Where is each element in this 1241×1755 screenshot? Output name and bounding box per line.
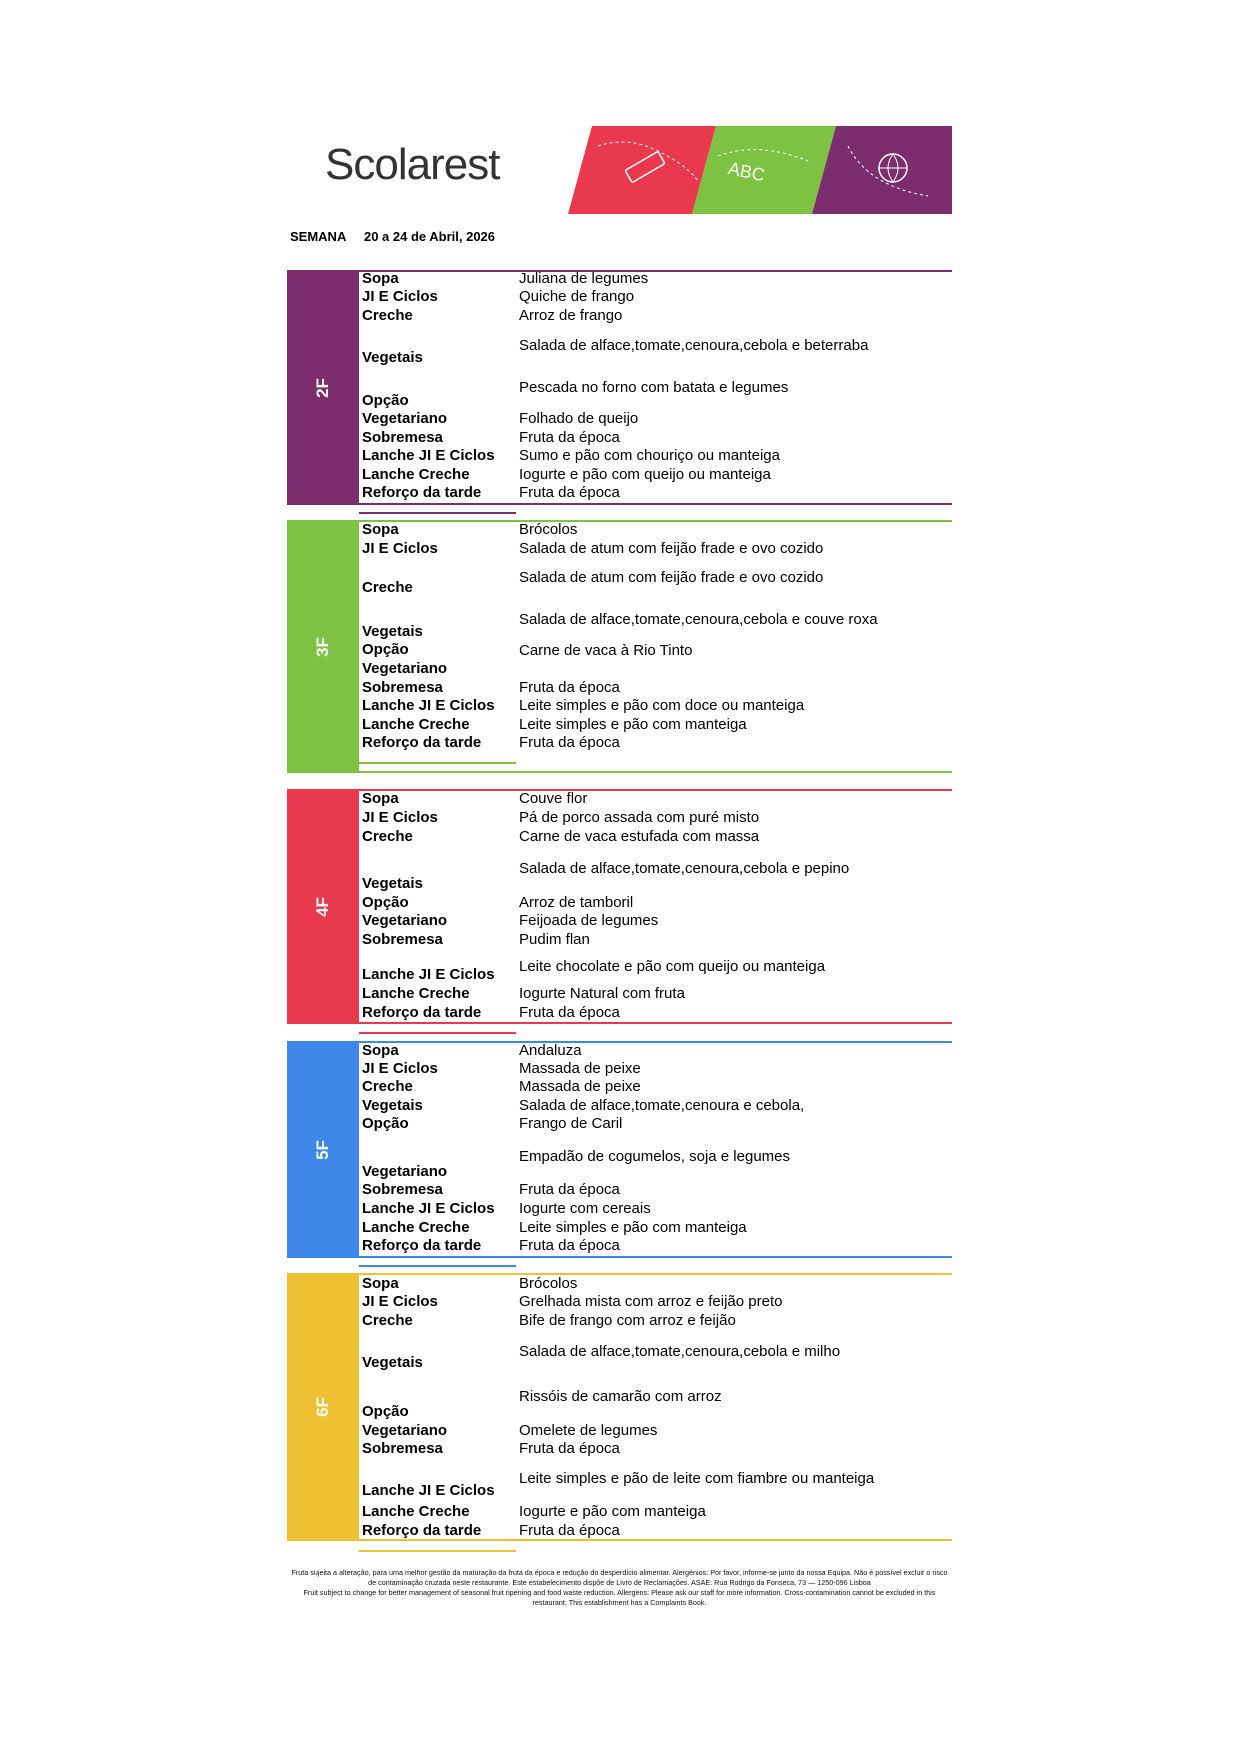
meal-label: Lanche Creche (362, 985, 470, 1002)
label-column-rule (359, 1265, 516, 1267)
meal-value: Quiche de frango (519, 288, 635, 305)
meal-label: Vegetariano (362, 1163, 448, 1180)
meal-label: Vegetariano (362, 1422, 448, 1439)
footer-notice (287, 1568, 952, 1608)
meal-value: Bife de frango com arroz e feijão (519, 1312, 736, 1329)
label-column-rule (359, 1550, 516, 1552)
meal-value: Iogurte com cereais (519, 1200, 651, 1217)
day-tag: 2F (313, 377, 332, 398)
meal-value: Fruta da época (519, 1522, 620, 1539)
meal-value: Salada de alface,tomate,cenoura,cebola e pepino (519, 860, 850, 877)
day-color-bar (287, 520, 359, 773)
meal-value: Massada de peixe (519, 1060, 641, 1077)
meal-value: Fruta da época (519, 1440, 620, 1457)
day-color-bar (287, 1273, 359, 1541)
meal-value: Brócolos (519, 1275, 578, 1292)
day-block-5f (287, 1041, 952, 1258)
meal-value: Fruta da época (519, 484, 620, 501)
meal-label: Lanche Creche (362, 1503, 470, 1520)
day-block-4f (287, 789, 952, 1024)
meal-value: Salada de atum com feijão frade e ovo cozido (519, 540, 824, 557)
day-tag: 3F (313, 636, 332, 657)
meal-label: Creche (362, 1312, 413, 1329)
meal-label: Creche (362, 828, 413, 845)
day-block-3f (287, 520, 952, 773)
meal-value: Salada de alface,tomate,cenoura,cebola e milho (519, 1343, 841, 1360)
day-top-rule (359, 1041, 952, 1043)
day-top-rule (359, 1273, 952, 1275)
meal-label: Opção (362, 641, 409, 658)
meal-value: Sumo e pão com chouriço ou manteiga (519, 447, 780, 464)
meal-value: Salada de alface,tomate,cenoura,cebola e couve roxa (519, 611, 878, 628)
meal-label: JI E Ciclos (362, 288, 438, 305)
meal-value: Leite simples e pão com doce ou manteiga (519, 697, 805, 714)
day-bottom-rule (359, 1256, 952, 1258)
meal-label: Lanche JI E Ciclos (362, 697, 495, 714)
meal-label: JI E Ciclos (362, 540, 438, 557)
meal-label: Vegetariano (362, 912, 448, 929)
meal-label: Opção (362, 1115, 409, 1132)
day-top-rule (359, 789, 952, 791)
day-tag: 4F (313, 896, 332, 917)
meal-value: Arroz de frango (519, 307, 623, 324)
meal-label: Sopa (362, 1275, 399, 1292)
meal-label: Creche (362, 579, 413, 596)
label-column-rule (359, 762, 516, 764)
meal-label: Reforço da tarde (362, 734, 482, 751)
meal-value: Fruta da época (519, 1181, 620, 1198)
meal-value: Iogurte Natural com fruta (519, 985, 685, 1002)
meal-label: Vegetais (362, 1354, 423, 1371)
meal-value: Pescada no forno com batata e legumes (519, 379, 789, 396)
meal-label: Sobremesa (362, 1181, 443, 1198)
week-dates: 20 a 24 de Abril, 2026 (363, 229, 496, 244)
day-top-rule (359, 270, 952, 272)
meal-value: Salada de alface,tomate,cenoura,cebola e beterraba (519, 337, 869, 354)
meal-label: Creche (362, 1078, 413, 1095)
meal-label: Vegetariano (362, 660, 448, 677)
banner-abc-text: ABC (726, 158, 767, 186)
banner-graphic (568, 126, 952, 214)
meal-value: Salada de atum com feijão frade e ovo cozido (519, 569, 824, 586)
meal-label: Lanche JI E Ciclos (362, 1200, 495, 1217)
meal-label: Lanche JI E Ciclos (362, 966, 495, 983)
meal-label: Lanche JI E Ciclos (362, 447, 495, 464)
meal-value: Empadão de cogumelos, soja e legumes (519, 1148, 790, 1165)
footer-text-pt: Fruta sujeita a alteração, para uma melhor gestão da maturação da fruta da época e redução do desperdício alimentar. Alergénios: Por favor, informe-se junto da nossa Equipa. Não é possível excluir o risco de contaminação cruzada neste restaurante. Este estabelecimento dispõe de Livro de Reclamações. ASAE: Rua Rodrigo da Fonseca, 73 — 1250-096 Lisboa (291, 1568, 948, 1587)
meal-label: Opção (362, 392, 409, 409)
day-tag: 5F (313, 1139, 332, 1160)
meal-label: Vegetariano (362, 410, 448, 427)
label-column-rule (359, 512, 516, 514)
day-color-bar (287, 789, 359, 1024)
meal-value: Couve flor (519, 790, 588, 807)
meal-value: Salada de alface,tomate,cenoura e cebola, (519, 1097, 805, 1114)
meal-label: JI E Ciclos (362, 809, 438, 826)
meal-label: Vegetais (362, 349, 423, 366)
meal-value: Frango de Caril (519, 1115, 623, 1132)
meal-label: Lanche Creche (362, 716, 470, 733)
meal-label: Reforço da tarde (362, 1237, 482, 1254)
meal-label: Sopa (362, 1042, 399, 1059)
meal-value: Andaluza (519, 1042, 582, 1059)
day-bottom-rule (359, 771, 952, 773)
meal-value: Fruta da época (519, 1004, 620, 1021)
meal-value: Carne de vaca à Rio Tinto (519, 642, 693, 659)
meal-label: Lanche Creche (362, 466, 470, 483)
day-bottom-rule (359, 1022, 952, 1024)
meal-value: Folhado de queijo (519, 410, 639, 427)
meal-label: Sobremesa (362, 429, 443, 446)
day-block-2f (287, 270, 952, 505)
meal-value: Fruta da época (519, 679, 620, 696)
meal-value: Pá de porco assada com puré misto (519, 809, 760, 826)
meal-value: Iogurte e pão com queijo ou manteiga (519, 466, 771, 483)
day-color-bar (287, 1041, 359, 1258)
day-top-rule (359, 520, 952, 522)
meal-value: Leite chocolate e pão com queijo ou manteiga (519, 958, 826, 975)
meal-label: Sobremesa (362, 679, 443, 696)
meal-value: Fruta da época (519, 429, 620, 446)
meal-value: Carne de vaca estufada com massa (519, 828, 760, 845)
meal-value: Arroz de tamboril (519, 894, 634, 911)
meal-label: Vegetais (362, 1097, 423, 1114)
meal-value: Fruta da época (519, 1237, 620, 1254)
meal-value: Leite simples e pão com manteiga (519, 716, 747, 733)
meal-label: JI E Ciclos (362, 1293, 438, 1310)
day-color-bar (287, 270, 359, 505)
meal-label: Opção (362, 894, 409, 911)
meal-label: JI E Ciclos (362, 1060, 438, 1077)
meal-value: Grelhada mista com arroz e feijão preto (519, 1293, 783, 1310)
meal-value: Rissóis de camarão com arroz (519, 1388, 722, 1405)
meal-label: Opção (362, 1403, 409, 1420)
footer-text-en: Fruit subject to change for better management of seasonal fruit ripening and food waste reduction. Allergens: Please ask our staff for more information. Cross-contamination cannot be excluded in this restaurant. This establishment has a Complaints Book. (303, 1588, 936, 1607)
meal-label: Sopa (362, 270, 399, 287)
meal-label: Reforço da tarde (362, 484, 482, 501)
meal-label: Lanche JI E Ciclos (362, 1482, 495, 1499)
meal-label: Sopa (362, 790, 399, 807)
meal-value: Leite simples e pão de leite com fiambre ou manteiga (519, 1470, 875, 1487)
label-column-rule (359, 1032, 516, 1034)
meal-label: Reforço da tarde (362, 1004, 482, 1021)
meal-value: Fruta da época (519, 734, 620, 751)
meal-label: Sobremesa (362, 931, 443, 948)
meal-label: Vegetais (362, 875, 423, 892)
day-bottom-rule (359, 503, 952, 505)
meal-value: Leite simples e pão com manteiga (519, 1219, 747, 1236)
meal-label: Sobremesa (362, 1440, 443, 1457)
meal-value: Pudim flan (519, 931, 590, 948)
meal-value: Brócolos (519, 521, 578, 538)
meal-value: Iogurte e pão com manteiga (519, 1503, 706, 1520)
meal-label: Creche (362, 307, 413, 324)
day-tag: 6F (313, 1397, 332, 1417)
meal-label: Lanche Creche (362, 1219, 470, 1236)
week-label: SEMANA (290, 229, 347, 244)
scolarest-logo: Scolarest (325, 140, 500, 189)
day-block-6f (287, 1273, 952, 1541)
meal-label: Reforço da tarde (362, 1522, 482, 1539)
week-info (290, 229, 495, 244)
meal-value: Feijoada de legumes (519, 912, 659, 929)
meal-value: Juliana de legumes (519, 270, 649, 287)
meal-label: Vegetais (362, 623, 423, 640)
header-banner (568, 126, 952, 214)
meal-value: Massada de peixe (519, 1078, 641, 1095)
meal-label: Sopa (362, 521, 399, 538)
meal-value: Omelete de legumes (519, 1422, 658, 1439)
